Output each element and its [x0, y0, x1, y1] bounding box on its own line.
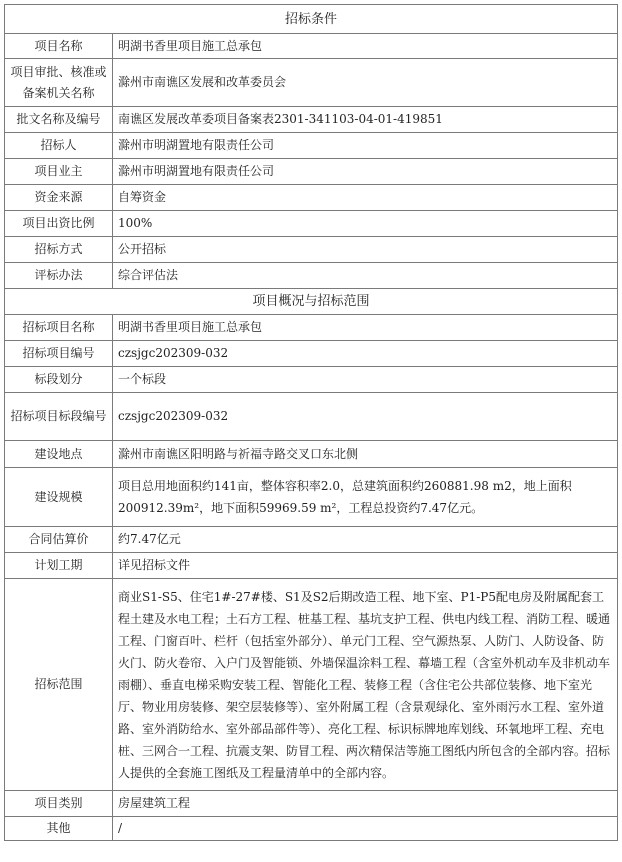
- table-row: [5, 59, 618, 107]
- row-value: 滁州市南谯区阳明路与祈福寺路交叉口东北侧: [113, 441, 618, 468]
- row-label: 招标方式: [5, 237, 113, 263]
- row-value: 滁州市南谯区发展和改革委员会: [113, 59, 618, 107]
- table-row: [5, 263, 618, 289]
- row-label: 项目出资比例: [5, 211, 113, 237]
- row-value: 南谯区发展改革委项目备案表2301-341103-04-01-419851: [113, 107, 618, 133]
- table-row: [5, 211, 618, 237]
- row-value: czsjgc202309-032: [113, 393, 618, 441]
- table-row: [5, 107, 618, 133]
- row-value: 滁州市明湖置地有限责任公司: [113, 133, 618, 159]
- row-value: /: [113, 817, 618, 841]
- table-row: [5, 185, 618, 211]
- row-label: 资金来源: [5, 185, 113, 211]
- table-row: [5, 579, 618, 791]
- row-label: 招标项目编号: [5, 341, 113, 367]
- table-row: [5, 393, 618, 441]
- row-value: 一个标段: [113, 367, 618, 393]
- row-label: 其他: [5, 817, 113, 841]
- row-value: 100%: [113, 211, 618, 237]
- row-label: 项目类别: [5, 791, 113, 817]
- table-row: [5, 791, 618, 817]
- row-value: 明湖书香里项目施工总承包: [113, 315, 618, 341]
- row-label: 项目业主: [5, 159, 113, 185]
- table-row: [5, 553, 618, 579]
- table-row: [5, 237, 618, 263]
- section-overview: 项目概况与招标范围: [5, 289, 618, 315]
- table-row: [5, 159, 618, 185]
- table-row: [5, 817, 618, 841]
- row-label: 招标人: [5, 133, 113, 159]
- row-label: 建设规模: [5, 468, 113, 527]
- row-value: 自筹资金: [113, 185, 618, 211]
- tender-info-table: [4, 4, 618, 841]
- row-value: 综合评估法: [113, 263, 618, 289]
- row-label: 计划工期: [5, 553, 113, 579]
- row-label: 招标项目名称: [5, 315, 113, 341]
- table-row: [5, 468, 618, 527]
- row-value: 商业S1-S5、住宅1#-27#楼、S1及S2后期改造工程、地下室、P1-P5配电房及附属配套工程土建及水电工程；土石方工程、桩基工程、基坑支护工程、供电内线工程、消防工程、暖通工程、门窗百叶、栏杆（包括室外部分）、单元门工程、空气源热泵、人防门、人防设备、防火门、防火卷帘、入户门及智能锁、外墙保温涂料工程、幕墙工程（含室外机动车及非机动车雨棚）、垂直电梯采购安装工程、智能化工程、装修工程（含住宅公共部位装修、地下室光厅、物业用房装修、架空层装修等）、室外附属工程（含景观绿化、室外雨污水工程、室外道路、室外消防给水、室外部品部件等）、亮化工程、标识标牌地库划线、环氧地坪工程、充电桩、三网合一工程、抗震支架、防冒工程、两次精保洁等施工图纸内所包含的全部内容。招标人提供的全套施工图纸及工程量清单中的全部内容。: [113, 579, 618, 791]
- row-label: 项目名称: [5, 34, 113, 59]
- table-row: [5, 441, 618, 468]
- row-label: 招标项目标段编号: [5, 393, 113, 441]
- table-row: [5, 341, 618, 367]
- row-value: czsjgc202309-032: [113, 341, 618, 367]
- row-label: 评标办法: [5, 263, 113, 289]
- section-conditions: 招标条件: [5, 5, 618, 34]
- row-label: 批文名称及编号: [5, 107, 113, 133]
- table-row: [5, 34, 618, 59]
- row-label: 标段划分: [5, 367, 113, 393]
- row-value: 项目总用地面积约141亩，整体容积率2.0，总建筑面积约260881.98 m2，地上面积200912.39m²，地下面积59969.59 m²，工程总投资约7.47亿元。: [113, 468, 618, 527]
- row-value: 约7.47亿元: [113, 527, 618, 553]
- table-row: [5, 527, 618, 553]
- row-value: 房屋建筑工程: [113, 791, 618, 817]
- table-row: [5, 367, 618, 393]
- row-value: 滁州市明湖置地有限责任公司: [113, 159, 618, 185]
- row-label: 合同估算价: [5, 527, 113, 553]
- row-value: 公开招标: [113, 237, 618, 263]
- row-label: 招标范围: [5, 579, 113, 791]
- table-row: [5, 315, 618, 341]
- row-label: 建设地点: [5, 441, 113, 468]
- table-row: [5, 133, 618, 159]
- row-value: 明湖书香里项目施工总承包: [113, 34, 618, 59]
- row-value: 详见招标文件: [113, 553, 618, 579]
- row-label: 项目审批、核准或备案机关名称: [5, 59, 113, 107]
